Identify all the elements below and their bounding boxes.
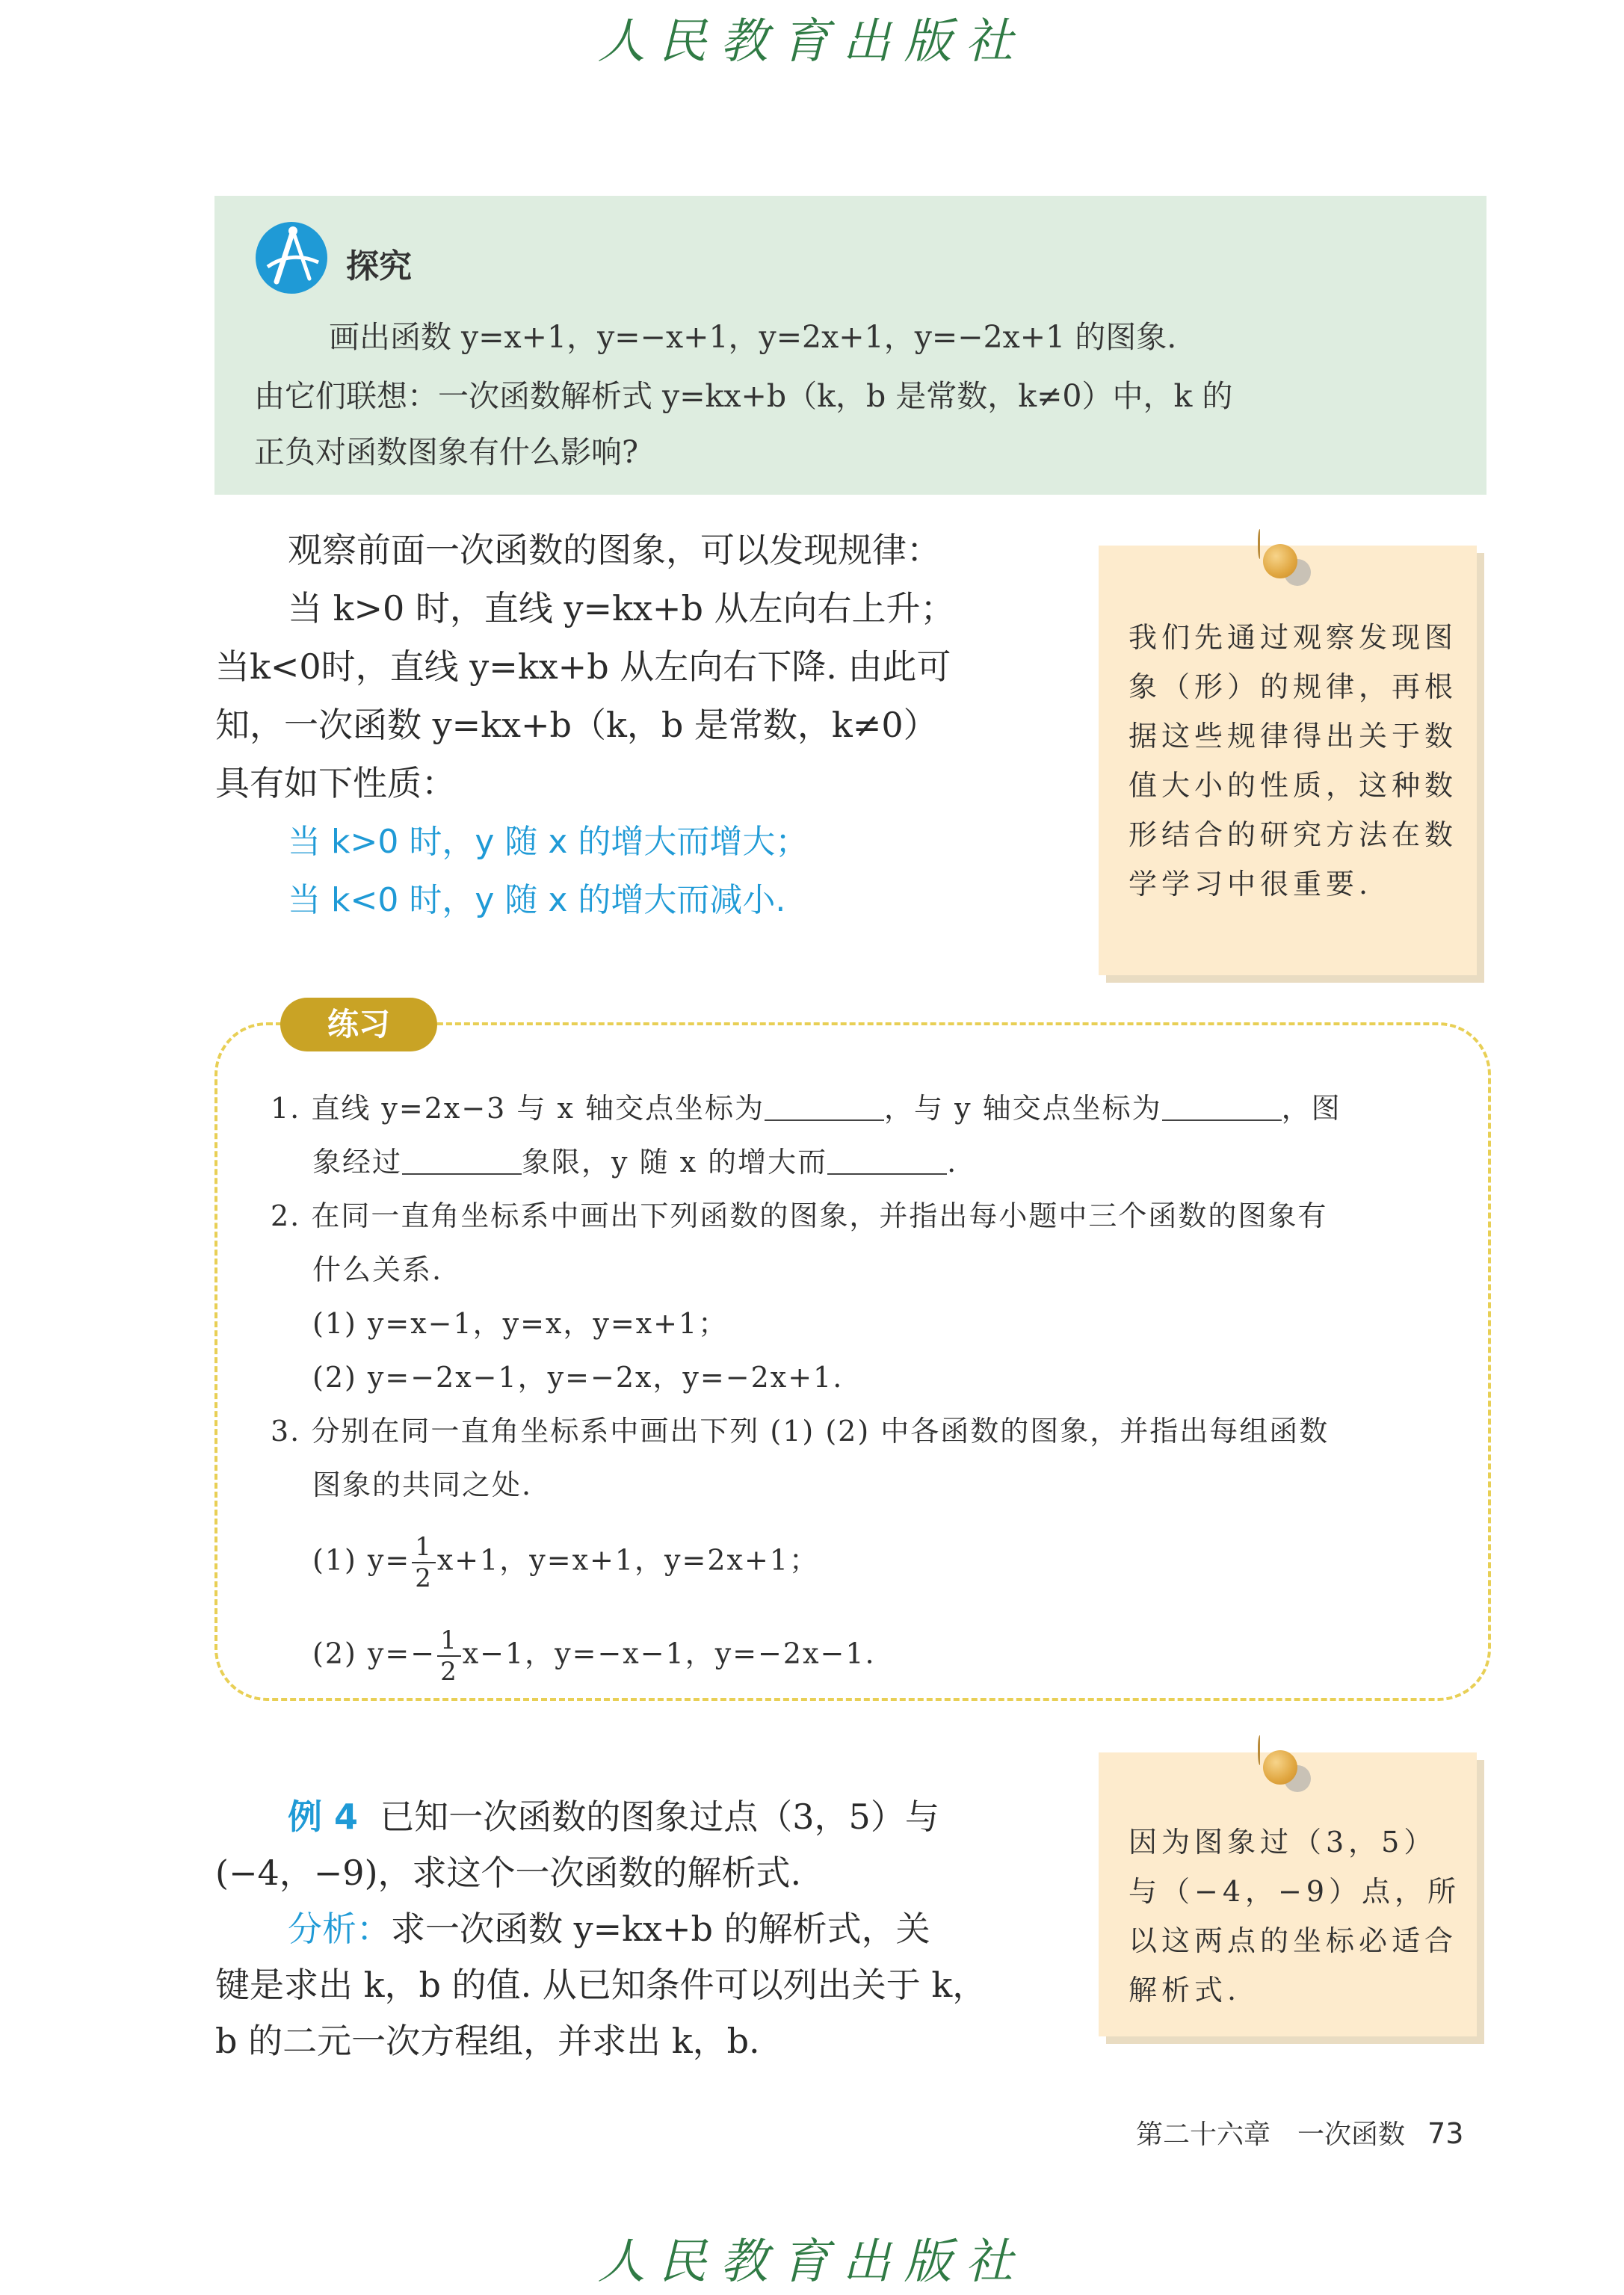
body-text-line: 具有如下性质：	[215, 763, 456, 803]
example-line: 例 4 已知一次函数的图象过点（3，5）与	[288, 1797, 939, 1837]
explore-title: 探究	[346, 247, 412, 285]
example-label: 例 4	[288, 1797, 359, 1837]
exercise-3-subitem: (2) y=− $\frac{1}{2}$ x−1，y=−x−1，y=−2x−1.	[312, 1625, 876, 1687]
example-line: (−4，−9)，求这个一次函数的解析式.	[215, 1853, 802, 1893]
pushpin-icon	[1263, 1750, 1297, 1785]
answer-blank[interactable]	[765, 1097, 884, 1121]
compass-icon	[254, 220, 329, 295]
exercise-1-line: 1. 直线 y=2x−3 与 x 轴交点坐标为 ，与 y 轴交点坐标为 ，图	[271, 1092, 1342, 1125]
practice-badge: 练习	[280, 998, 437, 1051]
exercise-3-line: 3. 分别在同一直角坐标系中画出下列 (1) (2) 中各函数的图象，并指出每组函数	[271, 1415, 1330, 1448]
publisher-watermark-top: 人民教育出版社	[597, 14, 1027, 70]
exercise-2-subitem: (1) y=x−1，y=x，y=x+1；	[312, 1307, 729, 1340]
example-line: 分析：求一次函数 y=kx+b 的解析式，关	[288, 1909, 930, 1949]
exercise-3-subitem: (1) y= $\frac{1}{2}$ x+1，y=x+1，y=2x+1；	[312, 1532, 819, 1593]
property-increasing: 当 k>0 时，y 随 x 的增大而增大；	[288, 823, 809, 861]
body-text-line: 知，一次函数 y=kx+b（k，b 是常数，k≠0）	[215, 705, 938, 745]
exercise-2-line: 2. 在同一直角坐标系中画出下列函数的图象，并指出每小题中三个函数的图象有	[271, 1199, 1328, 1232]
exercise-1-line: 象经过 象限，y 随 x 的增大而 .	[312, 1146, 958, 1179]
side-note-text: 因为图象过（3，5）与（−4，−9）点，所以这两点的坐标必适合解析式.	[1129, 1826, 1461, 2007]
fraction: $\frac{1}{2}$	[437, 1625, 461, 1687]
exercise-2-line: 什么关系.	[312, 1253, 443, 1286]
explore-text-line: 正负对函数图象有什么影响?	[254, 434, 638, 470]
body-text-line: 当 k>0 时，直线 y=kx+b 从左向右上升；	[288, 588, 955, 628]
page-number: 73	[1427, 2117, 1464, 2150]
explore-text-line: 由它们联想：一次函数解析式 y=kx+b（k，b 是常数，k≠0）中，k 的	[254, 378, 1233, 414]
answer-blank[interactable]	[827, 1151, 947, 1175]
chapter-title: 第二十六章 一次函数	[1136, 2119, 1406, 2150]
body-text-line: 当k<0时，直线 y=kx+b 从左向右下降. 由此可	[215, 646, 951, 687]
pin-thread	[1258, 529, 1263, 559]
answer-blank[interactable]	[1162, 1097, 1282, 1121]
fraction: $\frac{1}{2}$	[412, 1532, 436, 1593]
page-footer	[1136, 2113, 1463, 2152]
property-decreasing: 当 k<0 时，y 随 x 的增大而减小.	[288, 881, 786, 919]
explore-text-line: 画出函数 y=x+1，y=−x+1，y=2x+1，y=−2x+1 的图象.	[329, 319, 1177, 355]
pin-thread	[1258, 1735, 1263, 1765]
side-note-text: 我们先通过观察发现图象（形）的规律，再根据这些规律得出关于数值大小的性质，这种数形结合的研究方法在数学学习中很重要.	[1129, 621, 1458, 901]
example-line: b 的二元一次方程组，并求出 k，b.	[215, 2021, 760, 2061]
exercise-3-line: 图象的共同之处.	[312, 1468, 533, 1501]
pushpin-icon	[1263, 544, 1297, 578]
analysis-label: 分析：	[288, 1909, 391, 1949]
body-text-line: 观察前面一次函数的图象，可以发现规律：	[288, 530, 941, 570]
example-line: 键是求出 k，b 的值. 从已知条件可以列出关于 k，	[215, 1965, 987, 2005]
publisher-watermark-bottom: 人民教育出版社	[597, 2234, 1027, 2290]
exercise-2-subitem: (2) y=−2x−1，y=−2x，y=−2x+1.	[312, 1361, 844, 1394]
answer-blank[interactable]	[402, 1151, 522, 1175]
